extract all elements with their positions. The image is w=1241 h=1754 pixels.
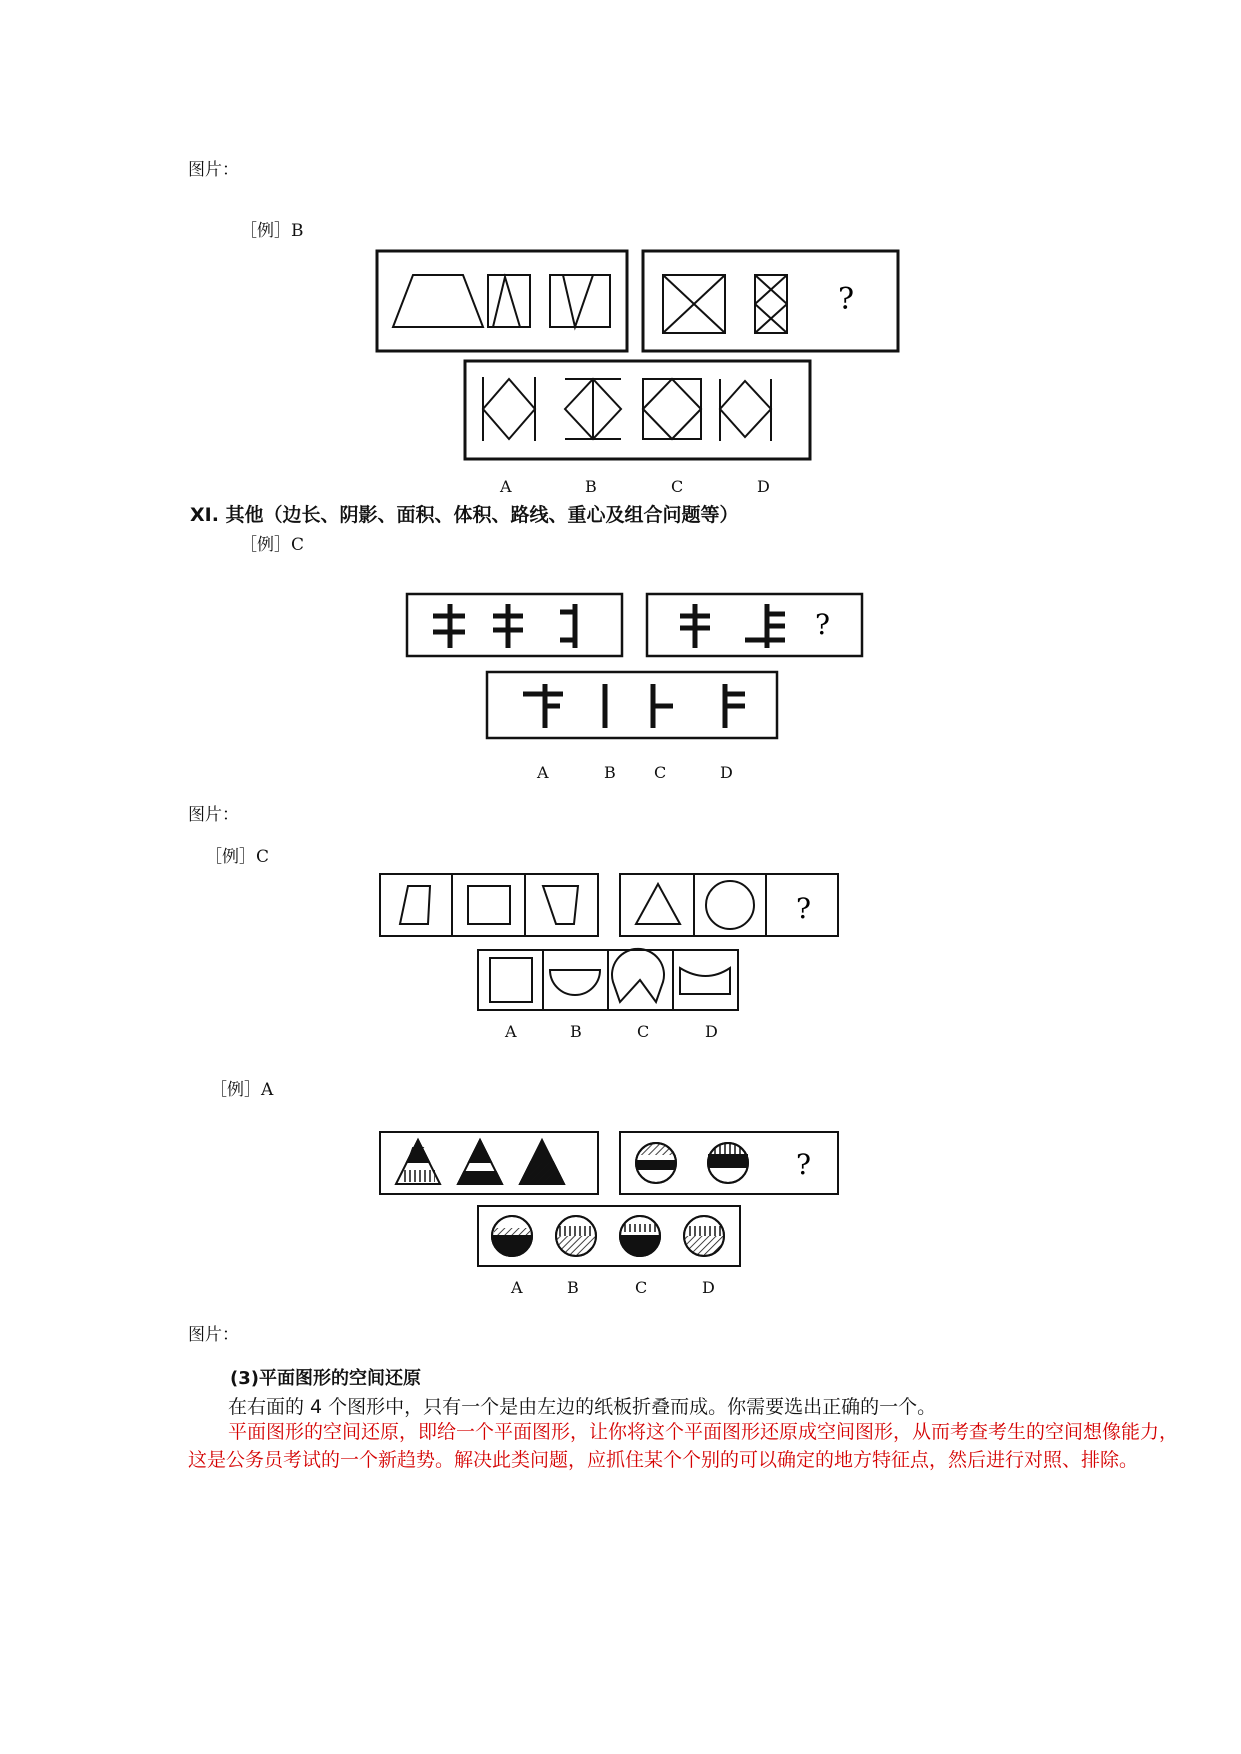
- figure-4: [378, 1128, 843, 1268]
- image-label-1: 图片：: [188, 160, 239, 180]
- option-d-3: D: [705, 1022, 718, 1041]
- subsection-title: (3)平面图形的空间还原: [230, 1368, 421, 1389]
- example-label-3: ［例］C: [205, 847, 270, 867]
- figure-2: [405, 590, 875, 740]
- example-label-1: ［例］B: [240, 221, 304, 241]
- option-a-4: A: [511, 1278, 523, 1297]
- image-label-3: 图片：: [188, 1325, 239, 1345]
- option-b-3: B: [570, 1022, 582, 1041]
- option-a-1: A: [500, 477, 512, 496]
- section-heading: XI. 其他（边长、阴影、面积、体积、路线、重心及组合问题等）: [190, 504, 739, 526]
- option-c-2: C: [654, 763, 667, 782]
- image-label-2: 图片：: [188, 805, 239, 825]
- option-d-1: D: [757, 477, 770, 496]
- option-c-4: C: [635, 1278, 648, 1297]
- question-mark-2: ?: [815, 608, 831, 641]
- question-mark-3: ?: [796, 892, 812, 925]
- example-label-4: ［例］A: [210, 1080, 274, 1100]
- option-d-4: D: [702, 1278, 715, 1297]
- option-d-2: D: [720, 763, 733, 782]
- option-c-3: C: [637, 1022, 650, 1041]
- figure-1: [375, 245, 905, 465]
- option-a-3: A: [505, 1022, 517, 1041]
- figure-3: [378, 872, 843, 1012]
- question-mark-4: ?: [796, 1148, 812, 1181]
- option-c-1: C: [671, 477, 684, 496]
- question-mark-1: ?: [838, 282, 855, 317]
- option-a-2: A: [537, 763, 549, 782]
- example-label-2: ［例］C: [240, 535, 305, 555]
- note-paragraph: 平面图形的空间还原，即给一个平面图形，让你将这个平面图形还原成空间图形，从而考查考生的空间想像能力，这是公务员考试的一个新趋势。解决此类问题，应抓住某个个别的可以确定的地方特征点，然后进行对照、排除。: [188, 1421, 1179, 1471]
- option-b-1: B: [585, 477, 597, 496]
- option-b-2: B: [604, 763, 616, 782]
- intro-paragraph: 在右面的 4 个图形中，只有一个是由左边的纸板折叠而成。你需要选出正确的一个。: [228, 1396, 937, 1418]
- option-b-4: B: [567, 1278, 579, 1297]
